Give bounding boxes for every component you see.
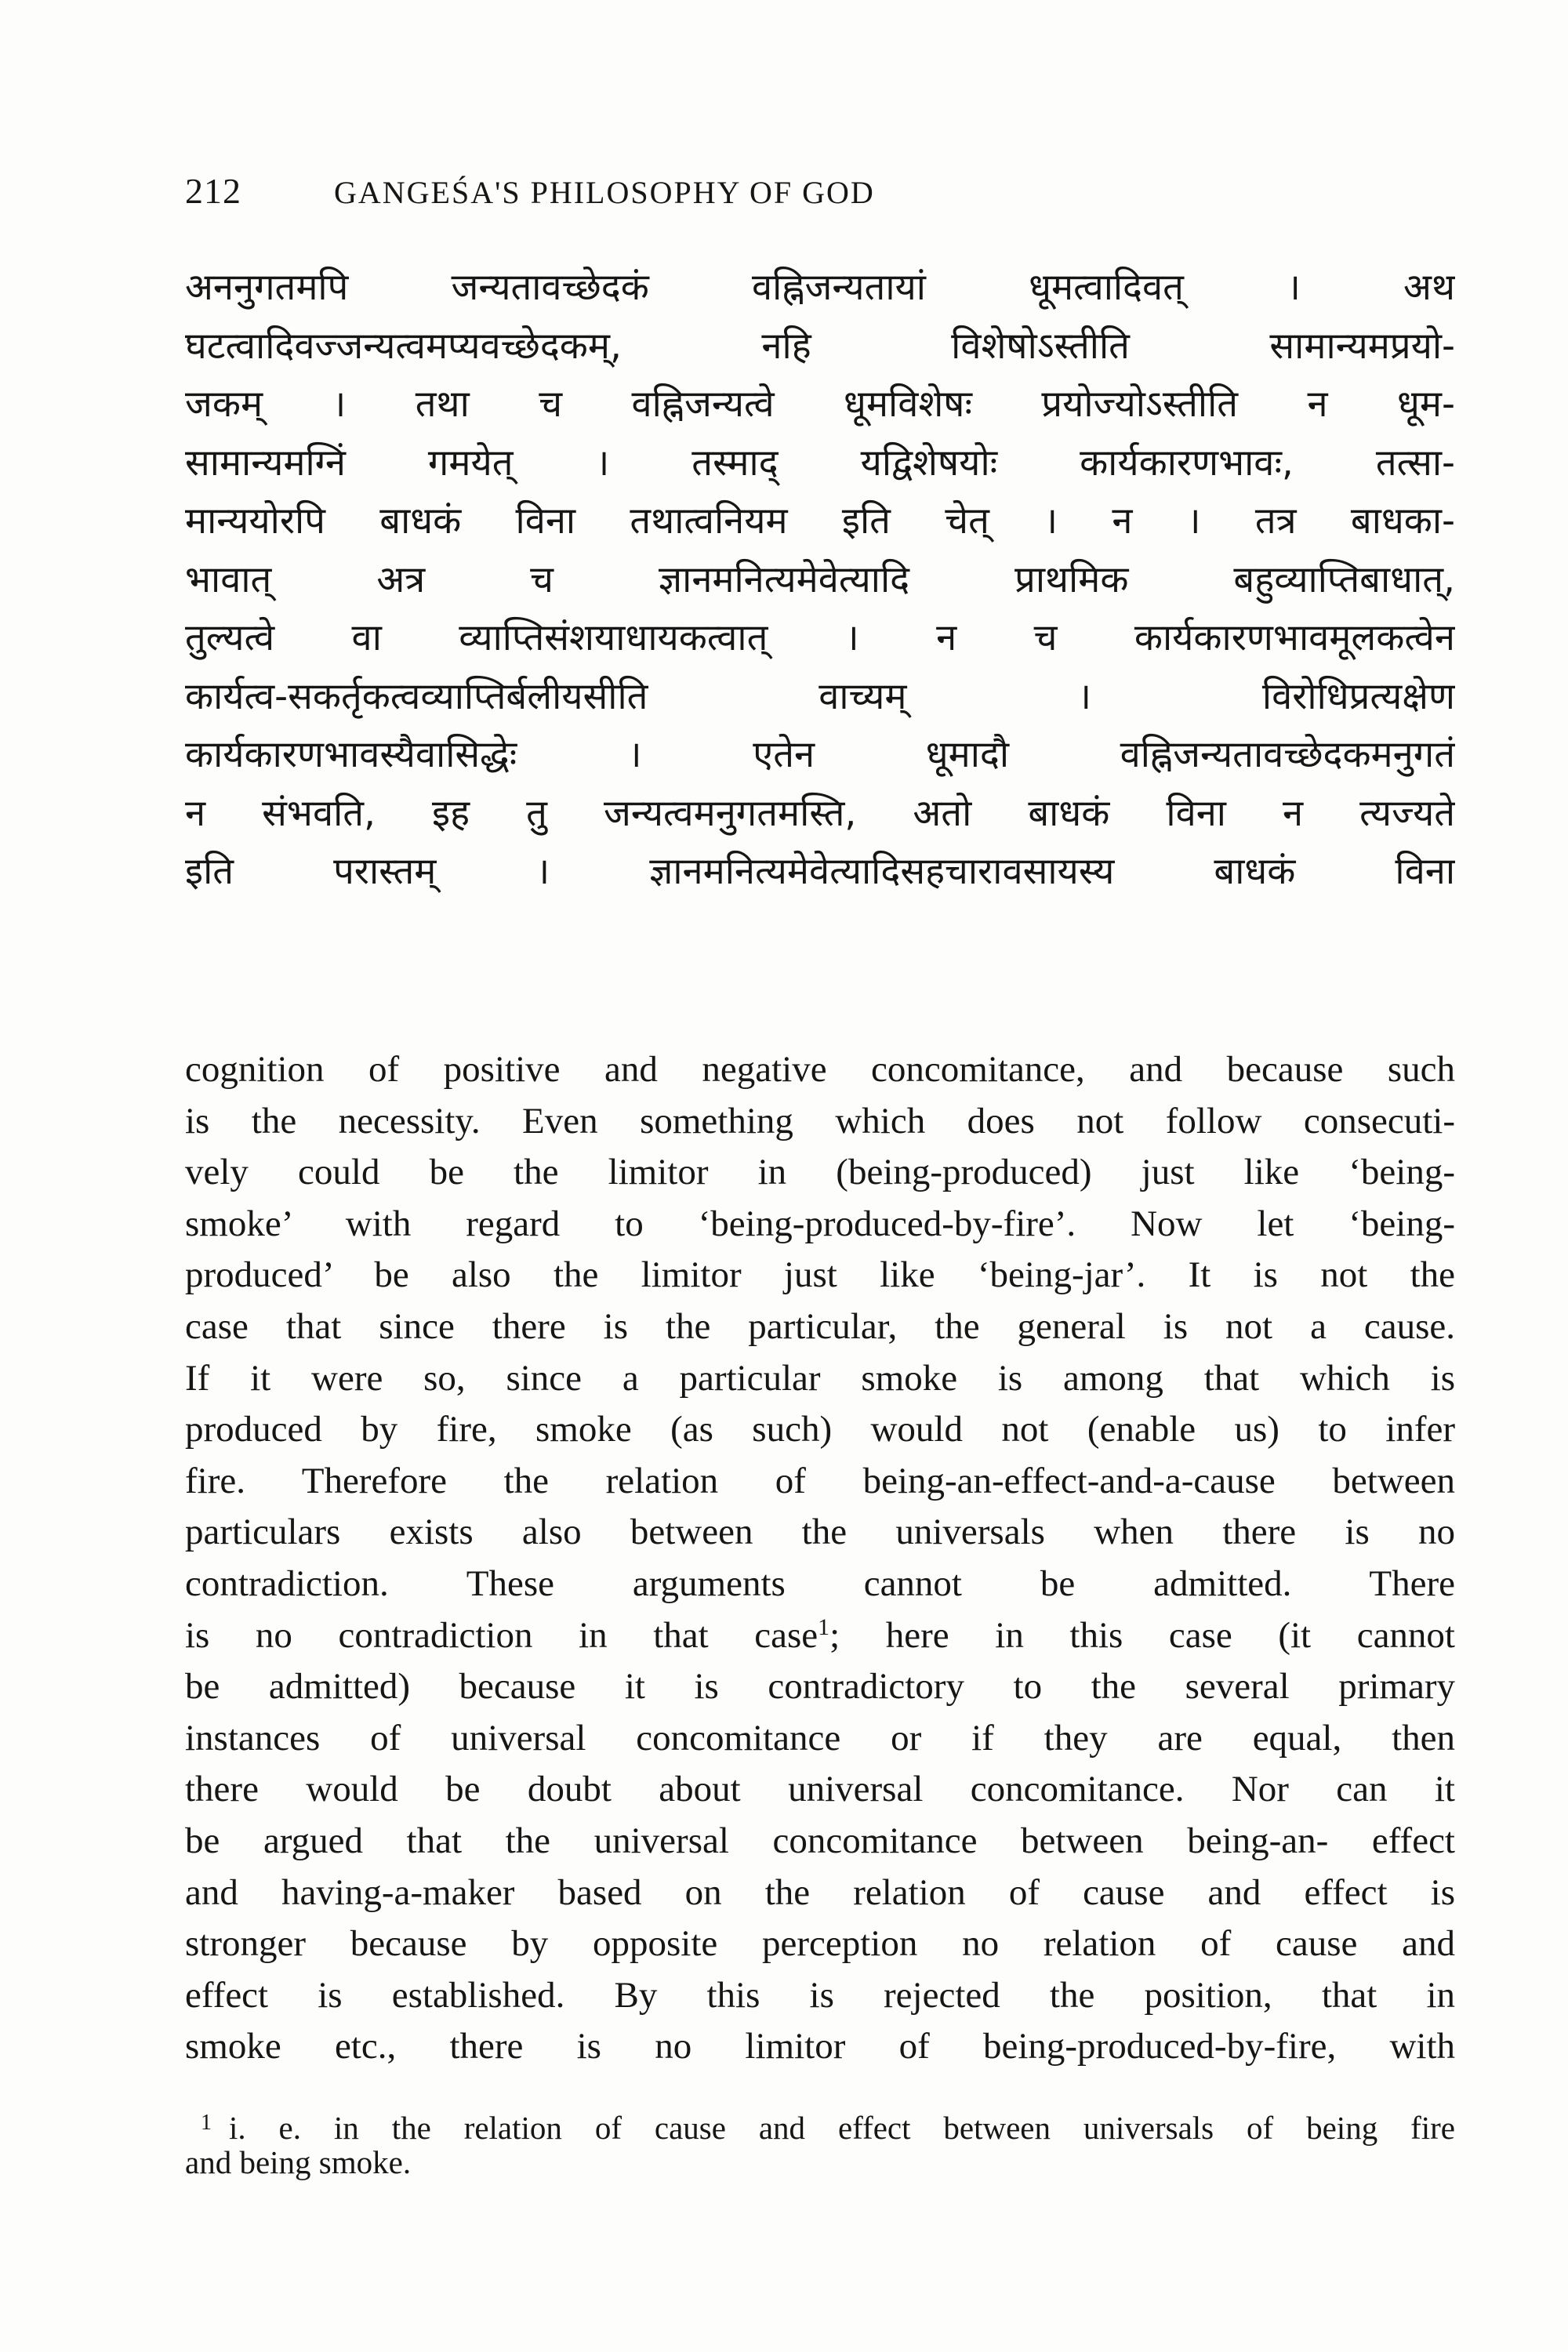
english-line-start: is no contradiction in that case	[185, 1614, 818, 1656]
english-line: smoke’ with regard to ‘being-produced-by-fire’. Now let ‘being-	[185, 1203, 1455, 1244]
english-line: case that since there is the particular, the general is not a cause.	[185, 1305, 1455, 1347]
footnote-marker: 1	[201, 2111, 212, 2135]
english-line-end: ; here in this case (it cannot	[829, 1614, 1455, 1656]
sanskrit-passage	[185, 259, 1455, 902]
english-line: effect is established. By this is rejected the position, that in	[185, 1974, 1455, 2016]
page-number: 212	[185, 171, 241, 211]
running-head	[185, 168, 1439, 215]
english-line: contradiction. These arguments cannot be admitted. There	[185, 1563, 1455, 1604]
english-line: fire. Therefore the relation of being-an-effect-and-a-cause between	[185, 1460, 1455, 1501]
english-line: there would be doubt about universal concomitance. Nor can it	[185, 1769, 1455, 1810]
sanskrit-line: तुल्यत्वे वा व्याप्तिसंशयाधायकत्वात् । न च कार्यकारणभावमूलकत्वेन	[185, 616, 1455, 659]
footnote-reference[interactable]: 1	[818, 1613, 830, 1640]
sanskrit-line: भावात् अत्र च ज्ञानमनित्यमेवेत्यादि प्राथमिक बहुव्याप्तिबाधात्,	[185, 557, 1455, 601]
english-line: produced by fire, smoke (as such) would not (enable us) to infer	[185, 1409, 1455, 1450]
english-line: produced’ be also the limitor just like ‘being-jar’. It is not the	[185, 1254, 1455, 1296]
english-line: smoke etc., there is no limitor of being-produced-by-fire, with	[185, 2026, 1455, 2067]
footnote-text: i. e. in the relation of cause and effect between universals of being fire	[229, 2110, 1455, 2146]
english-line: and having-a-maker based on the relation of cause and effect is	[185, 1871, 1455, 1913]
sanskrit-line: कार्यकारणभावस्यैवासिद्धेः । एतेन धूमादौ वह्निजन्यतावच्छेदकमनुगतं	[185, 733, 1455, 776]
footnote-line: and being smoke.	[185, 2144, 412, 2180]
english-line: is the necessity. Even something which does not follow consecuti-	[185, 1100, 1455, 1142]
sanskrit-line: इति परास्तम् । ज्ञानमनित्यमेवेत्यादिसहचारावसायस्य बाधकं विना	[185, 850, 1455, 893]
sanskrit-line: मान्ययोरपि बाधकं विना तथात्वनियम इति चेत् । न । तत्र बाधका-	[185, 499, 1455, 543]
english-line: instances of universal concomitance or if they are equal, then	[185, 1717, 1455, 1759]
sanskrit-line: जकम् । तथा च वह्निजन्यत्वे धूमविशेषः प्रयोज्योऽस्तीति न धूम-	[185, 383, 1455, 426]
sanskrit-line: अननुगतमपि जन्यतावच्छेदकं वह्निजन्यतायां धूमत्वादिवत् । अथ	[185, 266, 1455, 309]
footnote	[185, 2103, 1455, 2182]
english-line: cognition of positive and negative concomitance, and because such	[185, 1049, 1455, 1090]
running-title: GANGEŚA'S PHILOSOPHY OF GOD	[334, 175, 875, 210]
english-translation	[185, 1044, 1455, 2073]
english-line: particulars exists also between the universals when there is no	[185, 1512, 1455, 1553]
english-line: be argued that the universal concomitance between being-an- effect	[185, 1820, 1455, 1861]
footnote-line	[185, 2103, 1455, 2146]
english-line: If it were so, since a particular smoke is among that which is	[185, 1357, 1455, 1399]
sanskrit-line: कार्यत्व-सकर्तृकत्वव्याप्तिर्बलीयसीति वाच्यम् । विरोधिप्रत्यक्षेण	[185, 674, 1455, 718]
english-line: stronger because by opposite perception no relation of cause and	[185, 1923, 1455, 1965]
sanskrit-line: सामान्यमग्निं गमयेत् । तस्माद् यद्विशेषयोः कार्यकारणभावः, तत्सा-	[185, 441, 1455, 485]
english-line-with-footnote-ref	[185, 1610, 1455, 1662]
english-line: vely could be the limitor in (being-produced) just like ‘being-	[185, 1152, 1455, 1193]
sanskrit-line: घटत्वादिवज्जन्यत्वमप्यवच्छेदकम्, नहि विशेषोऽस्तीति सामान्यमप्रयो-	[185, 324, 1455, 368]
english-line: be admitted) because it is contradictory to the several primary	[185, 1666, 1455, 1708]
sanskrit-line: न संभवति, इह तु जन्यत्वमनुगतमस्ति, अतो बाधकं विना न त्यज्यते	[185, 791, 1455, 835]
